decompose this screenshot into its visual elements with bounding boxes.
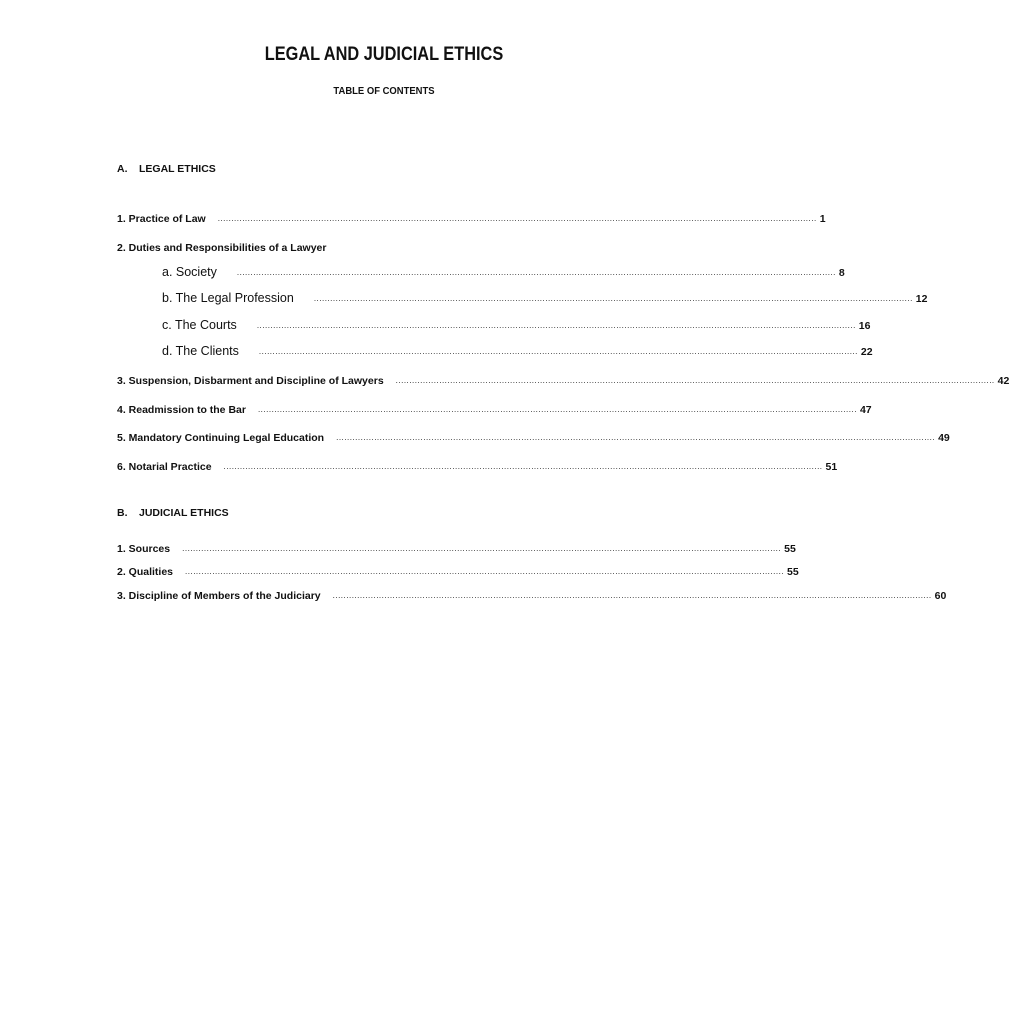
toc-entry-suspension-disbarment[interactable] — [117, 371, 1009, 387]
toc-entry-label: a. Society — [162, 265, 217, 279]
toc-entry-label: 1. Practice of Law — [117, 213, 206, 225]
toc-entry-label: 3. Suspension, Disbarment and Discipline of Lawyers — [117, 375, 384, 387]
dot-leader: ............................................................................................................................................................................................................................ — [257, 405, 857, 414]
toc-entry-label: 4. Readmission to the Bar — [117, 404, 246, 416]
section-letter: B. — [117, 507, 128, 519]
section-letter: A. — [117, 163, 128, 175]
toc-entry-label: c. The Courts — [162, 318, 237, 332]
toc-page-number: 49 — [938, 432, 950, 444]
dot-leader: ............................................................................................................................................................................................................................ — [236, 268, 836, 277]
dot-leader: ............................................................................................................................................................................................................................ — [313, 294, 913, 303]
toc-subentry-legal-profession[interactable] — [162, 289, 928, 305]
toc-entry-mcle[interactable] — [117, 428, 950, 444]
toc-entry-practice-of-law[interactable] — [117, 209, 826, 225]
toc-entry-label: 5. Mandatory Continuing Legal Education — [117, 432, 325, 444]
dot-leader: ............................................................................................................................................................................................................................ — [332, 591, 932, 600]
section-title: JUDICIAL ETHICS — [139, 507, 229, 519]
dot-leader: ............................................................................................................................................................................................................................ — [258, 347, 858, 356]
toc-page-number: 55 — [787, 566, 799, 578]
toc-page-number: 12 — [915, 293, 928, 305]
toc-page-number: 51 — [825, 461, 838, 473]
section-heading-legal-ethics — [117, 163, 216, 175]
toc-page-number: 22 — [860, 346, 873, 358]
dot-leader: ............................................................................................................................................................................................................................ — [256, 321, 856, 330]
toc-entry-qualities[interactable] — [117, 562, 799, 578]
dot-leader: ............................................................................................................................................................................................................................ — [395, 376, 995, 385]
toc-subentry-courts[interactable] — [162, 316, 871, 332]
document-subtitle: TABLE OF CONTENTS — [333, 85, 435, 97]
toc-entry-readmission[interactable] — [117, 400, 872, 416]
toc-entry-duties-and-responsibilities[interactable] — [117, 238, 326, 254]
toc-page-number: 8 — [838, 267, 845, 279]
toc-page-number: 1 — [819, 213, 826, 225]
section-heading-judicial-ethics — [117, 507, 229, 519]
toc-page-number: 42 — [997, 375, 1009, 387]
toc-entry-label: b. The Legal Profession — [162, 291, 294, 305]
toc-page-number: 55 — [784, 543, 796, 555]
dot-leader: ............................................................................................................................................................................................................................ — [217, 214, 817, 223]
toc-entry-discipline-judiciary[interactable] — [117, 586, 947, 602]
section-title: LEGAL ETHICS — [139, 163, 216, 175]
toc-page-number: 47 — [859, 404, 872, 416]
toc-subentry-clients[interactable] — [162, 342, 873, 358]
toc-entry-label: 1. Sources — [117, 543, 171, 555]
toc-entry-notarial-practice[interactable] — [117, 457, 838, 473]
document-title: LEGAL AND JUDICIAL ETHICS — [264, 44, 504, 65]
toc-entry-label: 3. Discipline of Members of the Judiciary — [117, 590, 321, 602]
dot-leader: ............................................................................................................................................................................................................................ — [182, 544, 782, 553]
dot-leader: ............................................................................................................................................................................................................................ — [336, 433, 936, 442]
toc-entry-label: 2. Qualities — [117, 566, 174, 578]
toc-entry-label: 2. Duties and Responsibilities of a Lawyer — [117, 242, 327, 254]
dot-leader: ............................................................................................................................................................................................................................ — [185, 567, 785, 576]
toc-page-number: 60 — [934, 590, 947, 602]
toc-subentry-society[interactable] — [162, 263, 845, 279]
toc-page-number: 16 — [858, 320, 871, 332]
dot-leader: ............................................................................................................................................................................................................................ — [223, 462, 823, 471]
toc-entry-label: 6. Notarial Practice — [117, 461, 212, 473]
toc-entry-label: d. The Clients — [162, 344, 239, 358]
toc-entry-sources[interactable] — [117, 539, 796, 555]
